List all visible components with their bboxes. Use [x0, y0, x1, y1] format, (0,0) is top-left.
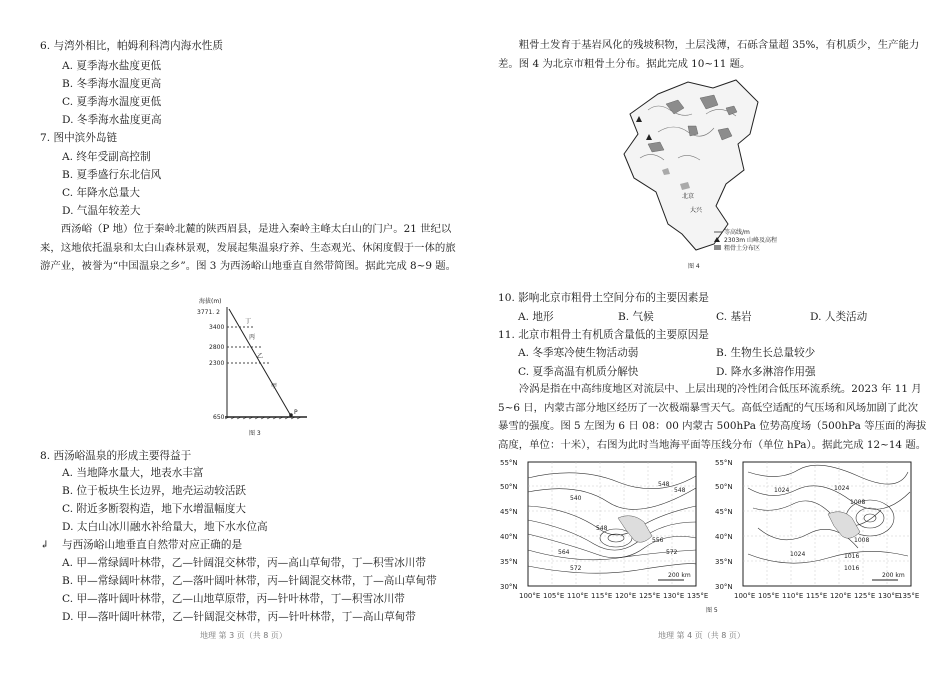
- fig5-left-lon-130: 130°E: [663, 592, 685, 600]
- right-page-footer: 地理 第 4 页（共 8 页）: [658, 631, 745, 640]
- q7-option-b: B. 夏季盛行东北信风: [62, 169, 162, 181]
- fig4-legend-contour: 等高线/m: [724, 229, 750, 236]
- fig5-right-scale: 200 km: [882, 572, 905, 579]
- q6-option-d: D. 冬季海水盐度更高: [62, 114, 162, 126]
- fig5-right-isobar-1: 1024: [774, 487, 790, 494]
- fig3-tick-3400: 3400: [209, 324, 225, 331]
- fig5-left-lon-125: 125°E: [639, 592, 661, 600]
- fig3-y-axis-title: 海拔(m): [199, 298, 222, 305]
- figure-3-diagram: [195, 295, 325, 440]
- fig5-left-contour-6: 572: [666, 549, 678, 556]
- fig3-zone-ding: 丁: [245, 318, 252, 325]
- fig5-left-contour-1: 540: [570, 495, 582, 502]
- passage-lengwo: 冷涡是指在中高纬度地区对流层中、上层出现的冷性闭合低压环流系统。2023 年 11 月 5~6 日，内蒙古部分地区经历了一次极端暴雪天气。高低空适配的气压场和风场加剧了此次暴雪的强度。图 5 左图为 6 日 08：00 内蒙古 500hPa 位势高度场（500hPa 等压面的海拔高度，单位：十米），右图为此时当地海平面等压线分布（单位 hPa）。据此完成 12~14 题。: [498, 383, 927, 451]
- q11-option-b: B. 生物生长总量较少: [716, 347, 816, 359]
- fig5-left-lat-35: 35°N: [500, 558, 518, 566]
- fig5-right-isobar-2: 1024: [834, 485, 850, 492]
- fig5-left-lon-100: 100°E: [519, 592, 541, 600]
- figure-4-beijing-map: [618, 74, 778, 274]
- q9-option-c: C. 甲—落叶阔叶林带，乙—山地草原带，丙—针叶林带，丁—积雪冰川带: [62, 593, 405, 605]
- fig4-caption: 图 4: [688, 263, 700, 270]
- q10-option-d: D. 人类活动: [810, 311, 868, 323]
- q11-option-d: D. 降水多淋溶作用强: [716, 366, 816, 378]
- fig5-left-contour-7: 556: [652, 537, 664, 544]
- fig3-tick-top: 3771. 2: [197, 309, 220, 316]
- fig5-right-lat-30: 30°N: [715, 583, 733, 591]
- fig3-tick-650: 650: [213, 414, 225, 421]
- fig5-right-lon-110: 110°E: [782, 592, 804, 600]
- fig5-left-contour-5: 572: [570, 565, 582, 572]
- fig3-zone-yi: 乙: [257, 353, 264, 360]
- q10-option-c: C. 基岩: [716, 311, 752, 323]
- q9-stem: 与西汤峪山地垂直自然带对应正确的是: [62, 539, 243, 551]
- fig5-left-contour-8: 548: [596, 525, 608, 532]
- q6-option-c: C. 夏季海水温度更低: [62, 96, 162, 108]
- q8-stem: 8. 西汤峪温泉的形成主要得益于: [40, 450, 192, 462]
- fig5-right-lon-105: 105°E: [758, 592, 780, 600]
- fig5-left-lat-30: 30°N: [500, 583, 518, 591]
- fig5-right-lon-125: 125°E: [854, 592, 876, 600]
- fig5-right-lon-130: 130°E: [878, 592, 900, 600]
- q10-stem: 10. 影响北京市粗骨土空间分布的主要因素是: [498, 292, 709, 304]
- fig5-left-lon-115: 115°E: [591, 592, 613, 600]
- fig5-right-isobar-6: 1024: [790, 551, 806, 558]
- fig5-left-lon-120: 120°E: [615, 592, 637, 600]
- fig5-caption: 图 5: [706, 607, 718, 614]
- fig5-right-lon-120: 120°E: [830, 592, 852, 600]
- fig5-right-lon-100: 100°E: [734, 592, 756, 600]
- q9-option-d: D. 甲—落叶阔叶林带，乙—针阔混交林带，丙—针叶林带，丁—高山草甸带: [62, 611, 416, 623]
- q11-option-c: C. 夏季高温有机质分解快: [518, 366, 639, 378]
- q7-option-a: A. 终年受副高控制: [62, 151, 151, 163]
- fig5-left-lat-55: 55°N: [500, 459, 518, 467]
- q7-option-c: C. 年降水总量大: [62, 187, 141, 199]
- q11-option-a: A. 冬季寒冷使生物活动弱: [518, 347, 639, 359]
- q11-stem: 11. 北京市粗骨土有机质含量低的主要原因是: [498, 329, 709, 341]
- q9-option-a: A. 甲—常绿阔叶林带，乙—针阔混交林带，丙—高山草甸带，丁—积雪冰川带: [62, 557, 426, 569]
- fig4-legend-peak: 2303m 山峰及高程: [724, 237, 778, 244]
- fig3-zone-bing: 丙: [249, 334, 256, 341]
- q7-stem: 7. 图中滨外岛链: [40, 132, 118, 144]
- q10-option-b: B. 气候: [618, 311, 654, 323]
- fig5-right-isobar-4: 1008: [854, 537, 870, 544]
- q10-option-a: A. 地形: [518, 311, 554, 323]
- fig5-left-lat-50: 50°N: [500, 483, 518, 491]
- fig5-left-lat-40: 40°N: [500, 533, 518, 541]
- q7-option-d: D. 气温年较差大: [62, 205, 141, 217]
- fig5-left-contour-2: 548: [658, 481, 670, 488]
- fig5-left-lat-45: 45°N: [500, 508, 518, 516]
- q6-option-a: A. 夏季海水盐度更低: [62, 60, 162, 72]
- fig5-right-isobar-5: 1016: [844, 553, 860, 560]
- q9-option-b: B. 甲—常绿阔叶林带，乙—落叶阔叶林带，丙—针阔混交林带，丁—高山草甸带: [62, 575, 437, 587]
- left-page-footer: 地理 第 3 页（共 8 页）: [200, 631, 287, 640]
- fig5-right-lat-50: 50°N: [715, 483, 733, 491]
- fig5-right-isobar-3: 1008: [850, 499, 866, 506]
- fig4-legend-soil: 粗骨土分布区: [724, 245, 761, 252]
- fig3-zone-jia: 甲: [271, 383, 278, 390]
- q8-option-b: B. 位于板块生长边界，地壳运动较活跃: [62, 485, 247, 497]
- fig5-right-lon-115: 115°E: [806, 592, 828, 600]
- fig5-right-lon-135: 135°E: [898, 592, 920, 600]
- fig5-right-lat-55: 55°N: [715, 459, 733, 467]
- fig3-tick-2300: 2300: [209, 360, 225, 367]
- fig5-left-scale: 200 km: [668, 572, 691, 579]
- fig4-label-beijing: 北京: [682, 193, 695, 200]
- fig5-right-lat-45: 45°N: [715, 508, 733, 516]
- fig5-left-lon-105: 105°E: [543, 592, 565, 600]
- fig3-tick-2800: 2800: [209, 344, 225, 351]
- fig5-left-lon-110: 110°E: [567, 592, 589, 600]
- fig5-left-contour-4: 564: [558, 549, 570, 556]
- fig3-caption: 图 3: [249, 430, 261, 437]
- fig4-label-daxing: 大兴: [690, 207, 703, 214]
- figure-5-weather-maps: [498, 458, 943, 618]
- fig5-left-contour-3: 548: [674, 487, 686, 494]
- fig5-right-lat-40: 40°N: [715, 533, 733, 541]
- fig3-point-p: P: [294, 409, 298, 416]
- fig5-right-lat-35: 35°N: [715, 558, 733, 566]
- q6-stem: 6. 与湾外相比，帕姆利科湾内海水性质: [40, 40, 223, 52]
- q8-option-a: A. 当地降水量大，地表水丰富: [62, 467, 204, 479]
- q9-number-icon: ↲: [40, 539, 49, 551]
- passage-cugutu: 粗骨土发育于基岩风化的残坡积物，土层浅薄，石砾含量超 35%，有机质少，生产能力差。图 4 为北京市粗骨土分布。据此完成 10~11 题。: [498, 39, 920, 70]
- q8-option-c: C. 附近多断裂构造，地下水增温幅度大: [62, 503, 246, 515]
- q6-option-b: B. 冬季海水温度更高: [62, 78, 162, 90]
- passage-xitangyu: 西汤峪（P 地）位于秦岭北麓的陕西眉县，是进入秦岭主峰太白山的门户。21 世纪以来，这地依托温泉和太白山森林景观，发展起集温泉疗养、生态观光、休闲度假于一体的旅游产业，被誉为“中国温泉之乡”。图 3 为西汤峪山地垂直自然带简图。据此完成 8~9 题。: [40, 223, 457, 272]
- fig5-left-lon-135: 135°E: [687, 592, 709, 600]
- fig5-right-isobar-7: 1016: [844, 565, 860, 572]
- q8-option-d: D. 太白山冰川融水补给量大，地下水水位高: [62, 521, 268, 533]
